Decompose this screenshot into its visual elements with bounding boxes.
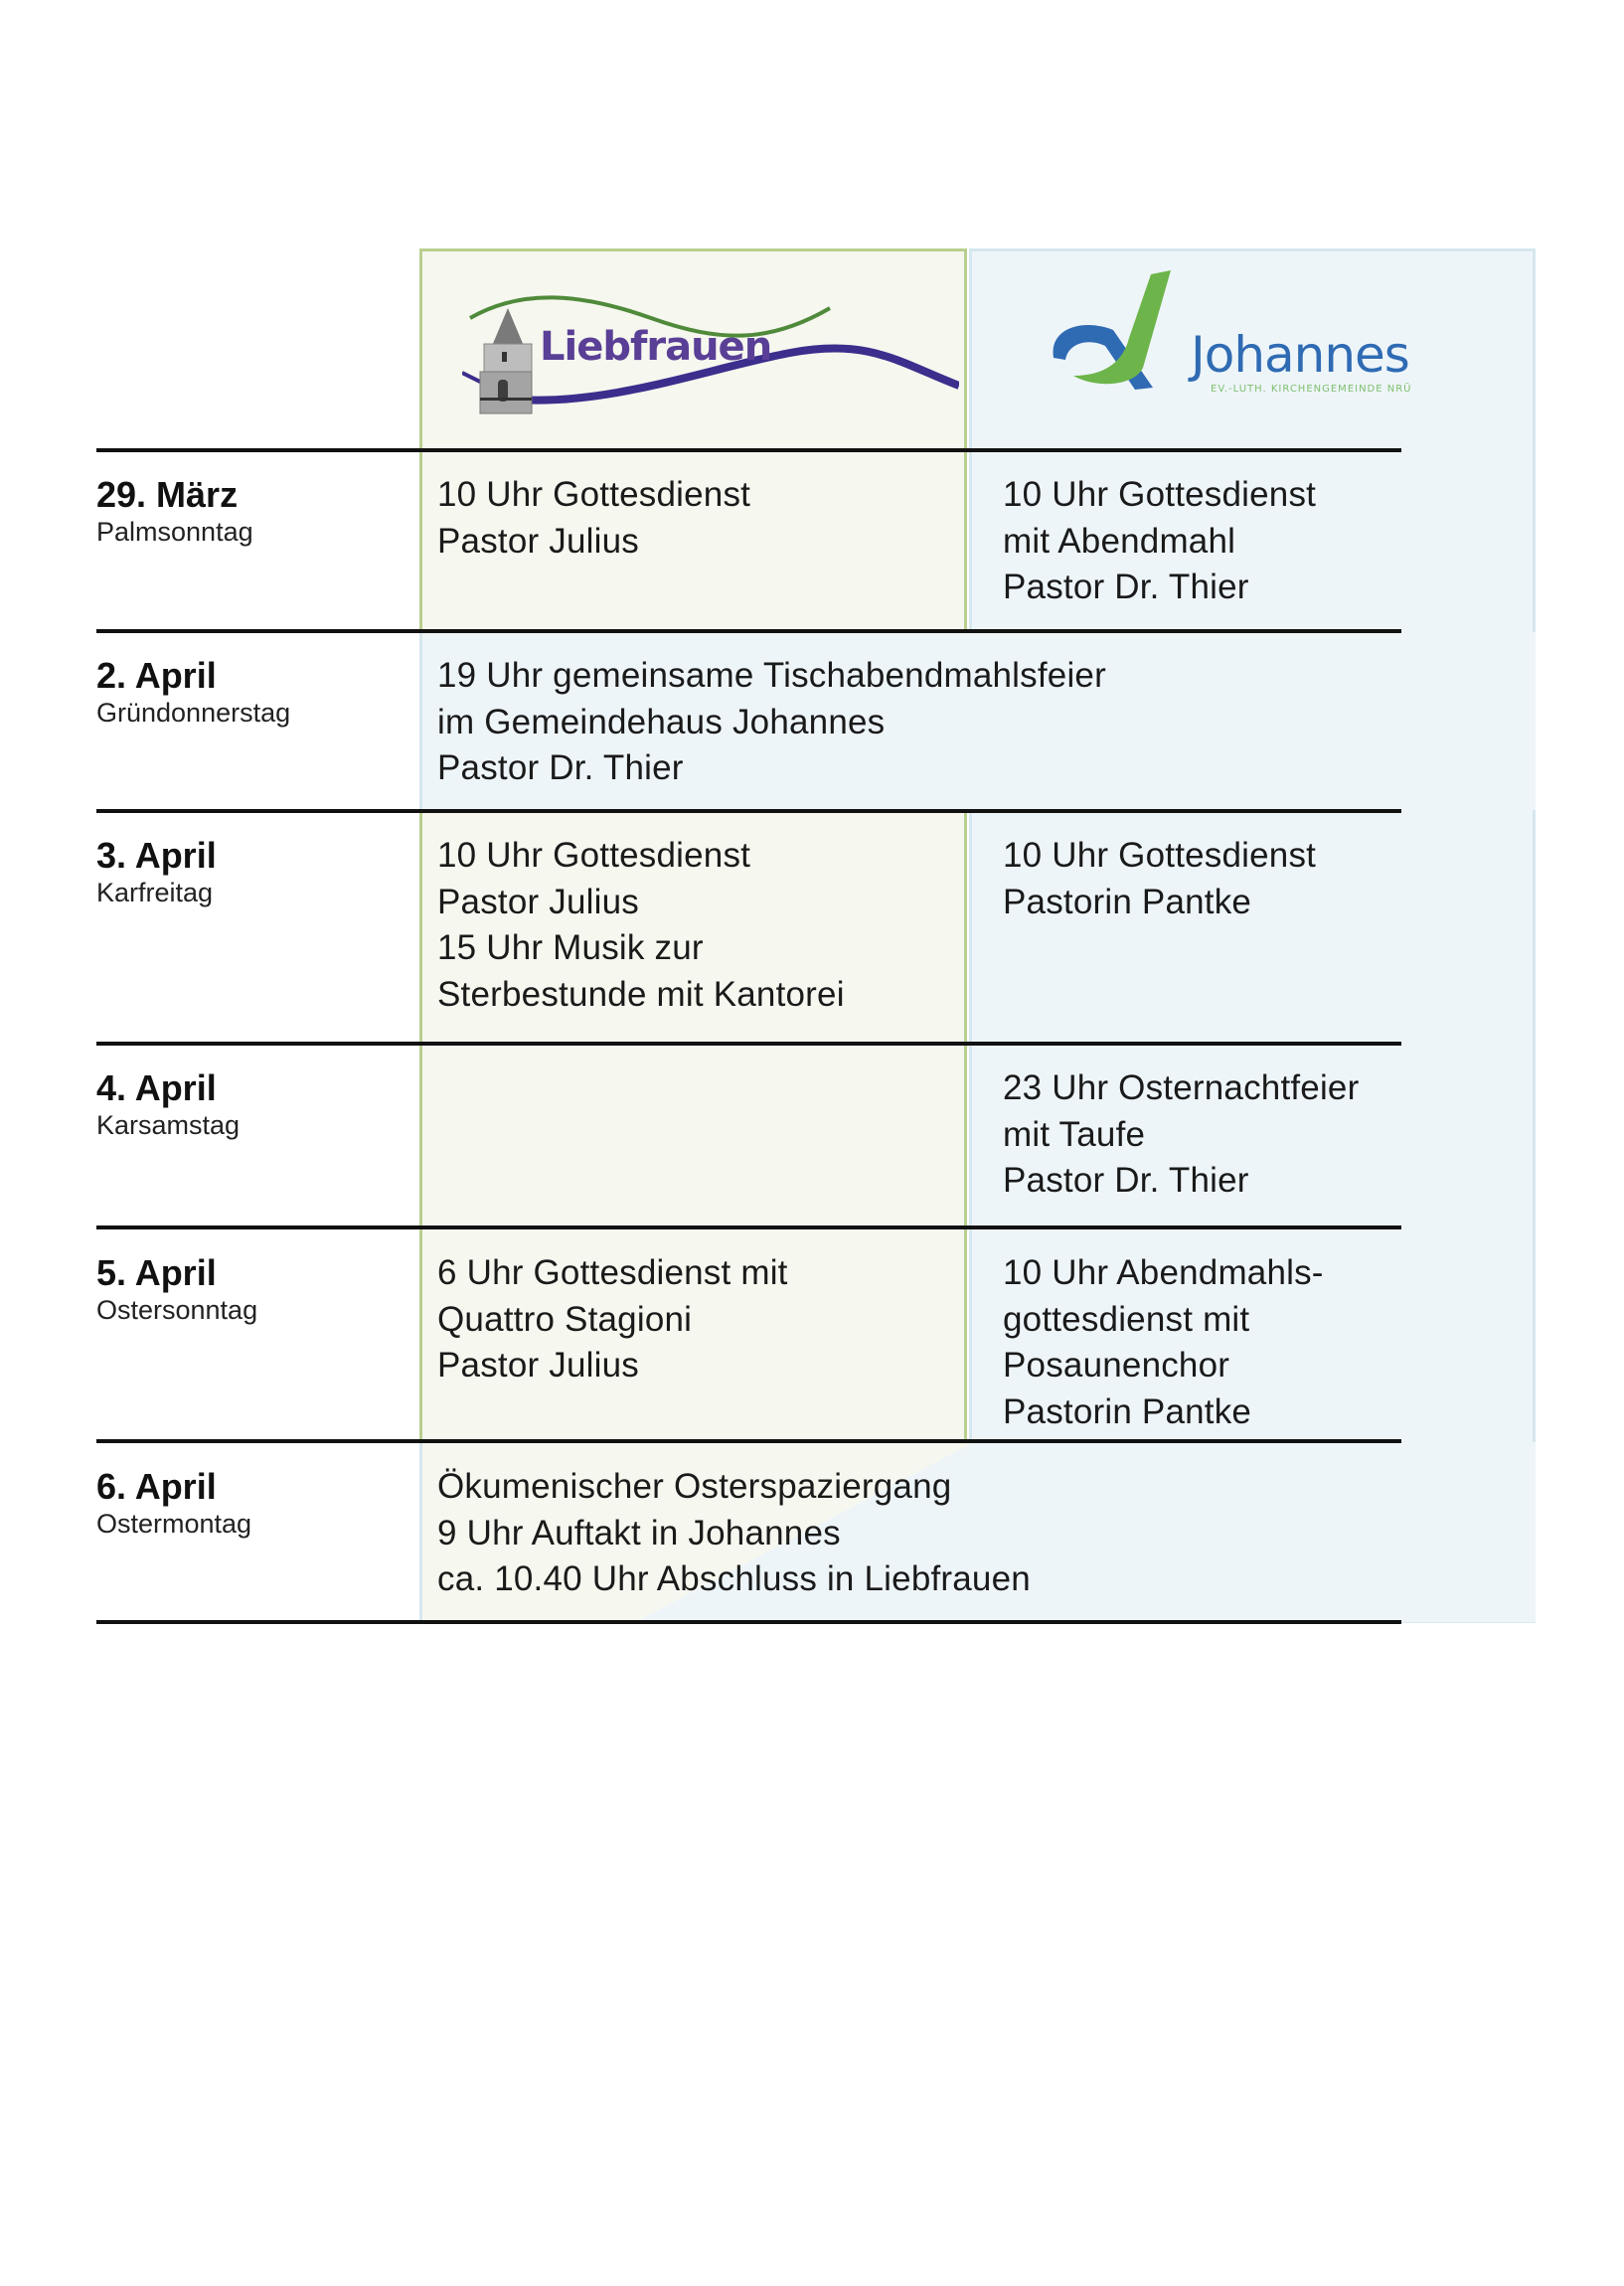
service-line: mit Taufe <box>1003 1114 1146 1154</box>
row-divider <box>96 448 1401 452</box>
service-line: Quattro Stagioni <box>437 1299 693 1339</box>
date-label <box>96 1253 257 1327</box>
service-line: Posaunenchor <box>1003 1346 1230 1385</box>
service-line: Pastor Julius <box>437 882 639 921</box>
johannes-cell <box>1003 1065 1359 1205</box>
johannes-cell <box>1003 1250 1324 1435</box>
date: 5. April <box>96 1252 217 1293</box>
day-name: Ostersonntag <box>96 1295 258 1325</box>
johannes-logo-text: Johannes <box>1191 326 1409 384</box>
date: 2. April <box>96 655 217 696</box>
row-divider <box>96 1439 1401 1443</box>
service-line: ca. 10.40 Uhr Abschluss in Liebfrauen <box>437 1559 1031 1598</box>
service-line: Pastorin Pantke <box>1003 882 1252 921</box>
service-line: 9 Uhr Auftakt in Johannes <box>437 1513 841 1552</box>
service-line: 10 Uhr Gottesdienst <box>437 836 751 875</box>
service-line: im Gemeindehaus Johannes <box>437 702 886 741</box>
date-label <box>96 475 253 549</box>
liebfrauen-logo-text: Liebfrauen <box>540 324 772 370</box>
row-divider <box>96 1225 1401 1229</box>
service-line: 15 Uhr Musik zur <box>437 928 704 967</box>
johannes-cell <box>1003 833 1316 925</box>
service-line: Pastor Dr. Thier <box>1003 568 1249 606</box>
row-divider <box>96 629 1401 633</box>
liebfrauen-cell <box>437 1250 788 1389</box>
joint-cell <box>437 1464 1031 1603</box>
service-line: Ökumenischer Osterspaziergang <box>437 1467 952 1506</box>
service-line: Pastor Julius <box>437 521 639 561</box>
day-name: Karsamstag <box>96 1110 241 1140</box>
joint-cell <box>437 653 1106 792</box>
service-line: 10 Uhr Gottesdienst <box>1003 836 1317 875</box>
service-line: Pastor Dr. Thier <box>437 748 684 787</box>
service-line: 10 Uhr Abendmahls- <box>1003 1253 1324 1292</box>
service-line: Sterbestunde mit Kantorei <box>437 974 845 1014</box>
row-divider <box>96 1042 1401 1046</box>
johannes-cell <box>1003 472 1316 611</box>
service-line: 10 Uhr Gottesdienst <box>1003 475 1317 514</box>
date: 4. April <box>96 1067 217 1108</box>
service-line: 10 Uhr Gottesdienst <box>437 475 751 514</box>
service-line: gottesdienst mit <box>1003 1299 1250 1339</box>
liebfrauen-cell <box>437 472 750 565</box>
service-line: mit Abendmahl <box>1003 521 1236 561</box>
date: 3. April <box>96 835 217 876</box>
day-name: Gründonnerstag <box>96 698 291 728</box>
service-line: 6 Uhr Gottesdienst mit <box>437 1253 788 1292</box>
date: 6. April <box>96 1466 217 1507</box>
row-divider <box>96 1620 1401 1624</box>
service-line: 23 Uhr Osternachtfeier <box>1003 1068 1360 1107</box>
day-name: Karfreitag <box>96 878 214 907</box>
liebfrauen-cell <box>437 833 845 1018</box>
row-divider <box>96 809 1401 813</box>
johannes-logo <box>1044 268 1441 398</box>
service-line: Pastorin Pantke <box>1003 1391 1252 1431</box>
ribbon-alpha-icon <box>1044 268 1173 398</box>
liebfrauen-logo <box>462 288 959 417</box>
johannes-logo-subtitle: EV.-LUTH. KIRCHENGEMEINDE NRÜ <box>1211 384 1412 395</box>
date: 29. März <box>96 474 239 515</box>
service-line: 19 Uhr gemeinsame Tischabendmahlsfeier <box>437 656 1106 695</box>
day-name: Palmsonntag <box>96 517 253 547</box>
date-label <box>96 656 290 730</box>
service-line: Pastor Dr. Thier <box>1003 1161 1249 1200</box>
date-label <box>96 836 217 909</box>
service-line: Pastor Julius <box>437 1346 639 1385</box>
date-label <box>96 1068 240 1142</box>
day-name: Ostermontag <box>96 1509 252 1539</box>
date-label <box>96 1467 251 1541</box>
